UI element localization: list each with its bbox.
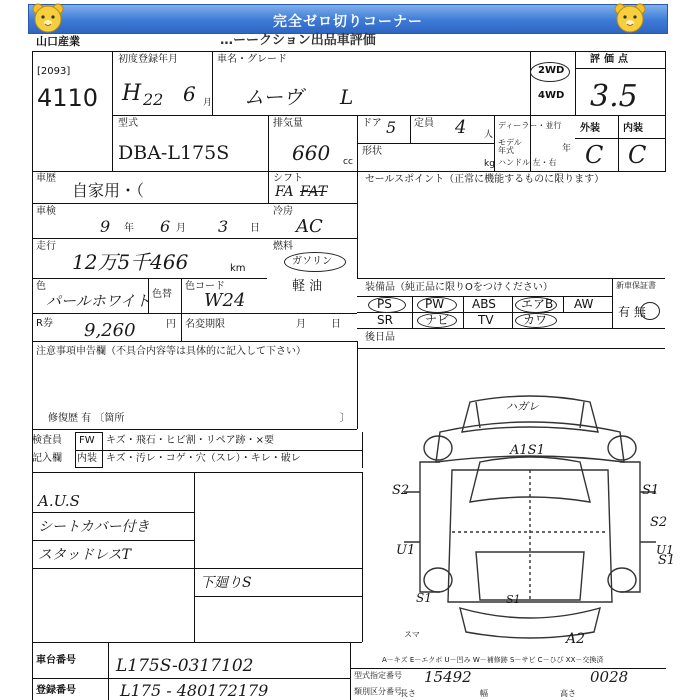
exterior-score: C <box>585 141 604 169</box>
damage-legend: A－キズ E－エクボ U－凹み W－補修跡 S－サビ C－ひび XX－交換済 <box>382 656 604 664</box>
reg-month: 6 <box>183 82 196 106</box>
sheet-title: …ーークション出品車評価 <box>220 33 376 48</box>
fuel-selected: ガソリン <box>292 256 332 267</box>
kg-unit: kg <box>484 159 495 169</box>
mark-s2-left: S2 <box>392 483 410 498</box>
model-grade-label: 車名・グレード <box>217 54 287 65</box>
model-code-label: 型式 <box>118 118 138 129</box>
sales-point-label: セールスポイント（正常に機能するものに限ります） <box>365 174 605 185</box>
reg-era: H <box>122 81 142 106</box>
fuel-other: 軽 油 <box>292 279 323 294</box>
length-label: 長さ <box>400 689 416 698</box>
evaluation-label: 評価点 <box>590 54 632 65</box>
people-unit: 人 <box>484 130 494 140</box>
name-change-month: 月 <box>296 319 306 330</box>
inspector-label: 検査員 <box>32 435 62 446</box>
repair-history-label: 修復歴 有 〔箇所 <box>48 413 125 424</box>
model-year-label: モデル年式 <box>498 138 522 155</box>
rear-seat-label: 後日品 <box>365 332 395 343</box>
name-change-label: 名変期限 <box>185 319 225 330</box>
mark-u1-right: U1 <box>656 543 674 557</box>
mark-a1s1: A1S1 <box>510 443 545 458</box>
width-label: 幅 <box>480 689 488 698</box>
frame-number-label: 車台番号 <box>36 655 76 666</box>
designation-label: 型式指定番号 <box>354 671 402 680</box>
notes-label: 注意事項申告欄（不具合内容等は具体的に記入して下さい） <box>36 346 306 357</box>
warranty-value: 有 無 <box>618 305 646 319</box>
note-4: 下廻りS <box>200 575 252 591</box>
capacity-value: 4 <box>455 117 467 138</box>
lot-number: 4110 <box>37 84 99 112</box>
inspector-row2-text: キズ・汚レ・コゲ・穴（スレ）・キレ・破レ <box>106 453 301 464</box>
capacity-label: 定員 <box>414 118 434 129</box>
recycle-label: R券 <box>36 318 53 329</box>
model-grade: L <box>340 85 354 109</box>
doors-label: ドア <box>362 118 382 129</box>
color-code-value: W24 <box>204 290 246 311</box>
fuel-label: 燃料 <box>273 241 293 252</box>
color-change-label: 色替 <box>152 289 172 300</box>
fields-label: 記入欄 <box>32 453 62 464</box>
equip-ps: PS <box>377 297 392 311</box>
registration-value: L175 - 480172179 <box>120 681 269 700</box>
km-unit: km <box>230 263 246 274</box>
banner-title: 完全ゼロ切りコーナー <box>273 14 423 30</box>
handle-label: ハンドル 左・右 <box>498 158 557 167</box>
month-suffix: 月 <box>203 98 213 108</box>
displacement-value: 660 <box>292 141 331 165</box>
inspection-day: 3 <box>218 217 229 236</box>
height-label: 高さ <box>560 689 576 698</box>
inspection-year-unit: 年 <box>124 223 134 234</box>
repair-bracket-close: 〕 <box>340 413 350 424</box>
shift-value: FA <box>275 184 294 200</box>
color-value: パールホワイト <box>46 292 151 310</box>
bear-mascot-icon <box>30 2 66 34</box>
mark-s1-right-low: S1 <box>658 553 676 568</box>
yen-unit: 円 <box>166 319 176 330</box>
displacement-label: 排気量 <box>273 118 303 129</box>
inspector-fw: FW <box>79 435 95 446</box>
car-diagram <box>380 392 680 652</box>
model-name: ムーヴ <box>244 85 303 109</box>
auction-code: [2093] <box>37 66 71 77</box>
banner <box>28 4 668 34</box>
evaluation-score: 3.5 <box>590 79 638 114</box>
equip-tv: TV <box>478 313 494 327</box>
equip-airbag: エアB <box>521 297 554 311</box>
shape-label: 形状 <box>362 146 382 157</box>
shift-label: シフト <box>273 173 303 184</box>
aircon-value: AC <box>296 216 323 237</box>
aircon-label: 冷房 <box>273 206 293 217</box>
designation-value: 15492 <box>424 668 472 686</box>
equipment-label: 装備品（純正品に限りOをつけください） <box>365 282 553 293</box>
warranty-label: 新車保証書 <box>616 281 656 290</box>
mark-s2-right: S2 <box>650 515 668 530</box>
name-change-day: 日 <box>331 319 341 330</box>
mark-suma: スマ <box>404 630 420 639</box>
note-1: A.U.S <box>38 492 80 510</box>
inspection-month: 6 <box>160 217 171 236</box>
category-label: 類別区分番号 <box>354 687 402 696</box>
year-unit: 年 <box>562 144 572 154</box>
inspection-label: 車検 <box>36 206 56 217</box>
interior-label: 内装 <box>623 123 643 134</box>
equip-sr: SR <box>377 313 393 327</box>
note-2: シートカバー付き <box>38 519 150 535</box>
equip-leather: カワ <box>523 313 548 327</box>
registration-label: 登録番号 <box>36 685 76 696</box>
mark-s1-left-rear: S1 <box>416 591 432 605</box>
bear-mascot-icon <box>612 2 648 34</box>
drive-2wd: 2WD <box>538 65 565 76</box>
color-label: 色 <box>36 281 46 292</box>
equip-abs: ABS <box>472 297 496 311</box>
mileage-value: 12万5千466 <box>72 250 189 274</box>
shift-struck: FAT <box>300 184 328 200</box>
model-code: DBA-L175S <box>118 142 230 164</box>
first-reg-label: 初度登録年月 <box>118 54 178 65</box>
mark-s1-rear: S1 <box>506 593 521 606</box>
equip-navi: ナビ <box>425 313 450 327</box>
exterior-label: 外装 <box>580 123 600 134</box>
inspection-day-unit: 日 <box>250 223 260 234</box>
equip-aw: AW <box>574 297 594 311</box>
doors-value: 5 <box>386 118 397 137</box>
reg-year: 22 <box>143 90 164 109</box>
mark-a2: A2 <box>566 631 586 647</box>
inspection-year: 9 <box>100 217 111 236</box>
mark-s1-right: S1 <box>642 483 660 498</box>
mark-hagare: ハガレ <box>506 400 539 413</box>
org-prefix: 山口産業 <box>36 35 80 48</box>
dealer-label: ディーラー・並行 <box>498 121 562 130</box>
category-value: 0028 <box>590 668 629 686</box>
cc-unit: cc <box>343 157 353 167</box>
equip-pw: PW <box>425 297 445 311</box>
frame-number-value: L175S-0317102 <box>116 656 254 676</box>
history-label: 車歴 <box>36 173 56 184</box>
interior-score: C <box>628 141 647 169</box>
inspection-month-unit: 月 <box>176 223 186 234</box>
color-code-label: 色コード <box>185 281 225 292</box>
recycle-value: 9,260 <box>84 320 136 341</box>
inspector-interior: 内装 <box>77 453 97 464</box>
note-3: スタッドレスT <box>38 547 131 563</box>
history-value: 自家用・（ <box>72 181 145 200</box>
inspector-row1-text: キズ・飛石・ヒビ割・リペア跡・×要 <box>106 435 274 446</box>
drive-4wd: 4WD <box>538 90 565 101</box>
mileage-label: 走行 <box>36 241 56 252</box>
mark-u1-left: U1 <box>396 543 416 558</box>
